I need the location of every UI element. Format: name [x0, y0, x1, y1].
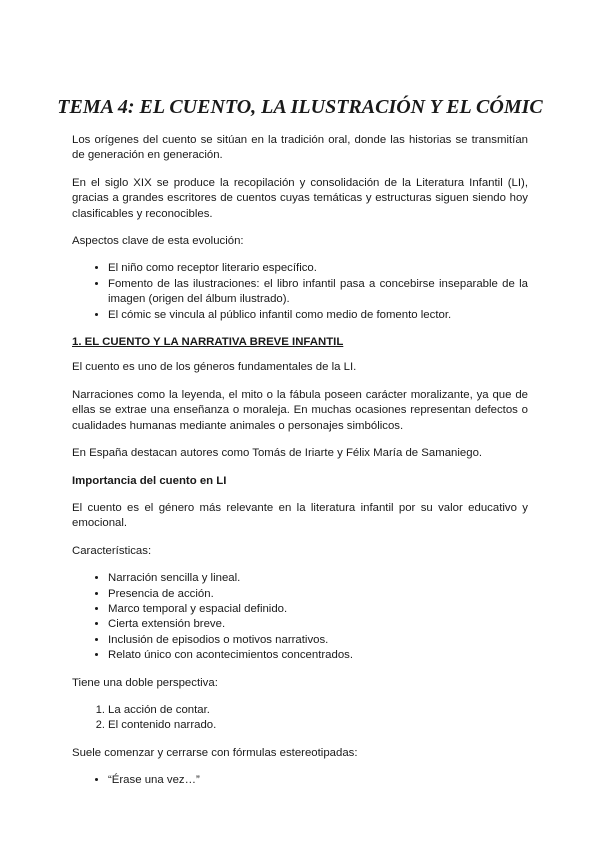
section-paragraph-1: El cuento es uno de los géneros fundamentales de la LI. — [72, 361, 357, 374]
list-item: • Cierta extensión breve. — [108, 617, 528, 632]
list-item: • Presencia de acción. — [108, 587, 528, 602]
section-paragraph-5: Características: — [72, 544, 152, 557]
section-paragraph-2: Narraciones como la leyenda, el mito o la fábula poseen carácter moralizante, ya que de ellas se extrae una enseñanza o moraleja. En muchas ocasiones representan defectos o cualidades humanas mediante animales o personajes simbólicos. — [72, 388, 528, 432]
list-item: • Inclusión de episodios o motivos narrativos. — [108, 633, 528, 648]
key-aspects-list — [72, 261, 528, 323]
document-body — [72, 133, 528, 801]
sub-heading: Importancia del cuento en LI — [72, 474, 227, 487]
list-item: 1. La acción de contar. — [108, 703, 528, 718]
section-paragraph-6: Tiene una doble perspectiva: — [72, 676, 218, 689]
list-item: • El niño como receptor literario específico. — [108, 261, 528, 276]
list-item: 2. El contenido narrado. — [108, 718, 528, 733]
intro-paragraph-2: En el siglo XIX se produce la recopilación y consolidación de la Literatura Infantil (LI), gracias a grandes escritores de cuentos cuyas temáticas y estructuras siguen siendo hoy clasificables y reconocibles. — [72, 176, 528, 220]
section-heading: 1. EL CUENTO Y LA NARRATIVA BREVE INFANTIL — [72, 336, 344, 349]
intro-paragraph-3: Aspectos clave de esta evolución: — [72, 235, 244, 248]
section-paragraph-3: En España destacan autores como Tomás de Iriarte y Félix María de Samaniego. — [72, 447, 483, 460]
list-item: • Fomento de las ilustraciones: el libro infantil pasa a concebirse inseparable de la imagen (origen del álbum ilustrado). — [108, 277, 528, 308]
perspectives-list — [72, 703, 528, 734]
formulas-list — [72, 773, 528, 788]
characteristics-list — [72, 571, 528, 663]
list-item: • Relato único con acontecimientos concentrados. — [108, 648, 528, 663]
list-item: • Marco temporal y espacial definido. — [108, 602, 528, 617]
section-paragraph-7: Suele comenzar y cerrarse con fórmulas estereotipadas: — [72, 746, 358, 759]
page-title: TEMA 4: EL CUENTO, LA ILUSTRACIÓN Y EL CÓMIC — [57, 96, 543, 118]
section-paragraph-4: El cuento es el género más relevante en la literatura infantil por su valor educativo y emocional. — [72, 501, 528, 530]
list-item: • El cómic se vincula al público infantil como medio de fomento lector. — [108, 308, 528, 323]
intro-paragraph-1: Los orígenes del cuento se sitúan en la tradición oral, donde las historias se transmitían de generación en generación. — [72, 134, 528, 162]
list-item: • “Érase una vez…” — [108, 773, 528, 788]
list-item: • Narración sencilla y lineal. — [108, 571, 528, 586]
